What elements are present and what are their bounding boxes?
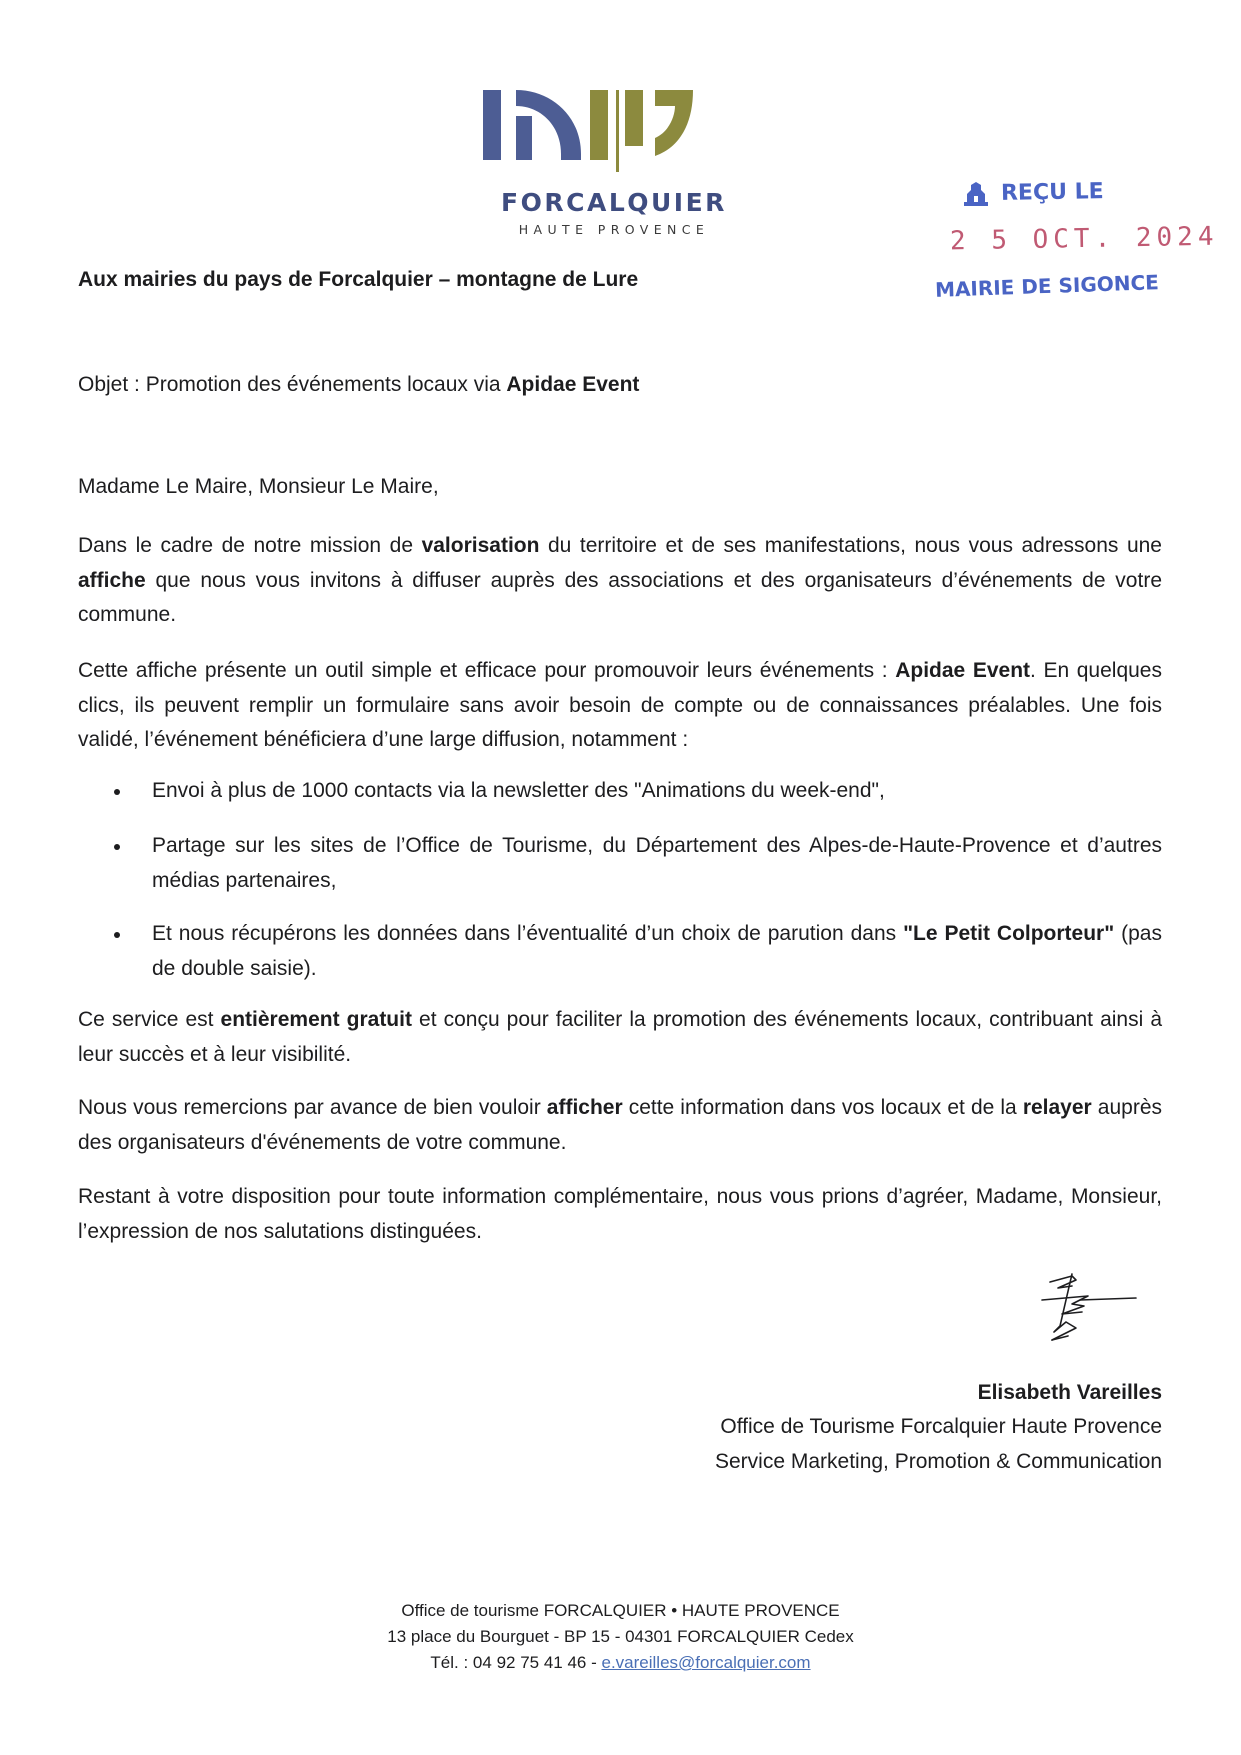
bullet-icon [114, 789, 120, 795]
bullet-icon [114, 932, 120, 938]
footer-contact [0, 1650, 1241, 1676]
footer-phone: Tél. : 04 92 75 41 46 - [430, 1653, 602, 1672]
brand-subtitle: HAUTE PROVENCE [518, 222, 710, 237]
footer-email-link[interactable]: e.vareilles@forcalquier.com [601, 1653, 811, 1672]
footer-address-line-1: Office de tourisme FORCALQUIER • HAUTE PROVENCE [401, 1601, 840, 1620]
brand-name: FORCALQUIER [501, 188, 727, 217]
signatory-service: Service Marketing, Promotion & Communication [714, 1450, 1162, 1473]
stamp-received-label: REÇU LE [1000, 179, 1104, 206]
forcalquier-logo [483, 86, 773, 172]
handwritten-signature [1032, 1270, 1142, 1350]
paragraph-closing: Restant à votre disposition pour toute information complémentaire, nous vous prions d’agréer, Madame, Monsieur, l’expression de nos salutations distinguées. [78, 1185, 1162, 1243]
recipient: Aux mairies du pays de Forcalquier – montagne de Lure [78, 268, 639, 291]
signatory-organization: Office de Tourisme Forcalquier Haute Provence [720, 1415, 1162, 1438]
greeting: Madame Le Maire, Monsieur Le Maire, [78, 475, 439, 498]
signatory-name: Elisabeth Vareilles [977, 1381, 1162, 1404]
subject-line [78, 373, 639, 397]
subject-highlight: Apidae Event [506, 373, 640, 396]
stamp-emblem-icon [961, 180, 991, 208]
stamp-date: 2 5 OCT. 2024 [949, 221, 1219, 257]
paragraph-request: Nous vous remercions par avance de bien vouloir afficher cette information dans vos locaux et de la relayer auprès des organisateurs d'événements de votre commune. [78, 1096, 1162, 1154]
paragraph-mission: Dans le cadre de notre mission de valorisation du territoire et de ses manifestations, nous vous adressons une affiche que nous vous invitons à diffuser auprès des associations et des organisateurs d’événements de votre commune. [78, 534, 1162, 626]
footer-address-line-2: 13 place du Bourguet - BP 15 - 04301 FORCALQUIER Cedex [387, 1627, 854, 1646]
subject-label: Objet : Promotion des événements locaux via [78, 373, 507, 396]
bullet-icon [114, 844, 120, 850]
paragraph-tool: Cette affiche présente un outil simple et efficace pour promouvoir leurs événements : Apidae Event. En quelques clics, ils peuvent remplir un formulaire sans avoir besoin de compte ou de connaissances préalables. Une fois validé, l’événement bénéficiera d’une large diffusion, notamment : [78, 659, 1162, 751]
paragraph-free-service: Ce service est entièrement gratuit et conçu pour faciliter la promotion des événements locaux, contribuant ainsi à leur succès et à leur visibilité. [78, 1008, 1162, 1066]
stamp-mairie: MAIRIE DE SIGONCE [934, 270, 1160, 302]
